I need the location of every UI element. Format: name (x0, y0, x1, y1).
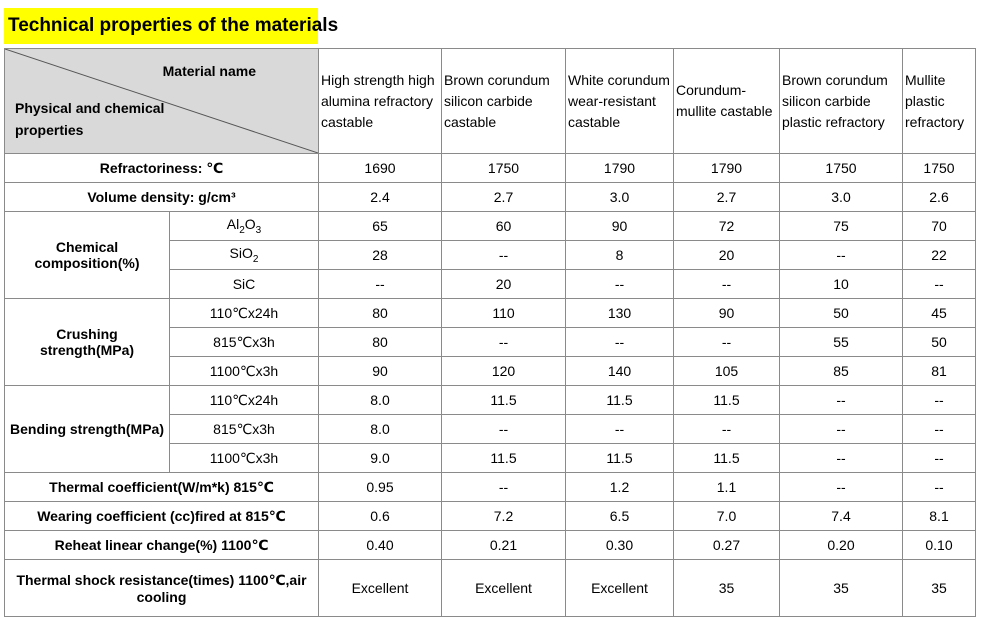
table-cell: -- (903, 473, 976, 502)
table-cell: 7.0 (674, 502, 780, 531)
column-header: Mullite plastic refractory (903, 49, 976, 154)
table-cell: 55 (780, 328, 903, 357)
row-label: Thermal coefficient(W/m*k) 815℃ (5, 473, 319, 502)
table-cell: 81 (903, 357, 976, 386)
table-cell: -- (674, 270, 780, 299)
row-label: Volume density: g/cm³ (5, 183, 319, 212)
table-cell: 11.5 (674, 386, 780, 415)
table-cell: 22 (903, 241, 976, 270)
table-row (5, 183, 976, 212)
row-label: Reheat linear change(%) 1100℃ (5, 531, 319, 560)
phys-chem-line1: Physical and chemical (15, 100, 165, 116)
table-cell: 80 (319, 328, 442, 357)
table-cell: 1.2 (566, 473, 674, 502)
row-label: Refractoriness: ℃ (5, 154, 319, 183)
table-cell: -- (442, 328, 566, 357)
shock-label-line2: cooling (136, 588, 187, 605)
sub-label: 1100℃x3h (170, 444, 319, 473)
table-cell: 7.2 (442, 502, 566, 531)
table-cell: 11.5 (674, 444, 780, 473)
row-label (5, 560, 319, 617)
table-cell: 2.7 (674, 183, 780, 212)
table-cell: 7.4 (780, 502, 903, 531)
row-group-label: Crushing strength(MPa) (5, 299, 170, 386)
table-cell: Excellent (566, 560, 674, 617)
table-cell: -- (674, 415, 780, 444)
table-cell: 0.40 (319, 531, 442, 560)
table-cell: 1690 (319, 154, 442, 183)
table-cell: Excellent (319, 560, 442, 617)
table-cell: 8.0 (319, 386, 442, 415)
sub-label-sio2: SiO$_2$ (170, 241, 319, 270)
table-cell: -- (780, 473, 903, 502)
table-cell: -- (780, 444, 903, 473)
table-cell: 50 (780, 299, 903, 328)
table-row (5, 560, 976, 617)
table-cell: 1750 (903, 154, 976, 183)
diagonal-header-cell (5, 49, 319, 154)
table-cell: 120 (442, 357, 566, 386)
sub-label: 110℃x24h (170, 299, 319, 328)
table-cell: 70 (903, 212, 976, 241)
table-cell: 1790 (566, 154, 674, 183)
column-header: Brown corundum silicon carbide plastic refractory (780, 49, 903, 154)
row-group-label: Bending strength(MPa) (5, 386, 170, 473)
shock-label-line1: Thermal shock resistance(times) 1100℃,air (16, 571, 307, 588)
table-cell: -- (903, 415, 976, 444)
table-cell: -- (442, 473, 566, 502)
table-row (5, 299, 976, 328)
column-header: Corundum-mullite castable (674, 49, 780, 154)
table-cell: 50 (903, 328, 976, 357)
table-cell: 20 (674, 241, 780, 270)
table-cell: 35 (674, 560, 780, 617)
table-cell: 1790 (674, 154, 780, 183)
table-cell: 8.1 (903, 502, 976, 531)
table-cell: 45 (903, 299, 976, 328)
table-cell: -- (319, 270, 442, 299)
table-cell: 3.0 (780, 183, 903, 212)
table-row (5, 154, 976, 183)
table-cell: -- (442, 241, 566, 270)
sub-label: SiC (170, 270, 319, 299)
column-header: Brown corundum silicon carbide castable (442, 49, 566, 154)
table-cell: -- (903, 270, 976, 299)
table-cell: 11.5 (442, 444, 566, 473)
table-cell: 75 (780, 212, 903, 241)
table-cell: -- (780, 415, 903, 444)
sub-label-al2o3: $Al_2O_3$ (170, 212, 319, 241)
sub-label: 815℃x3h (170, 328, 319, 357)
table-cell: -- (903, 386, 976, 415)
table-cell: -- (780, 386, 903, 415)
table-cell: -- (674, 328, 780, 357)
table-cell: Excellent (442, 560, 566, 617)
phys-chem-line2: properties (15, 122, 84, 138)
table-cell: 28 (319, 241, 442, 270)
column-header: High strength high alumina refractory castable (319, 49, 442, 154)
table-cell: 11.5 (566, 444, 674, 473)
chem-label-line1: Chemical (55, 239, 119, 255)
table-cell: 60 (442, 212, 566, 241)
column-header: White corundum wear-resistant castable (566, 49, 674, 154)
table-cell: 0.10 (903, 531, 976, 560)
table-cell: -- (442, 415, 566, 444)
table-cell: 140 (566, 357, 674, 386)
table-cell: -- (566, 270, 674, 299)
table-cell: -- (780, 241, 903, 270)
table-cell: 9.0 (319, 444, 442, 473)
row-group-label (5, 212, 170, 299)
table-cell: 105 (674, 357, 780, 386)
sub-label: 815℃x3h (170, 415, 319, 444)
table-cell: 8 (566, 241, 674, 270)
table-cell: 6.5 (566, 502, 674, 531)
table-cell: 85 (780, 357, 903, 386)
properties-table (4, 48, 976, 617)
table-cell: 130 (566, 299, 674, 328)
table-cell: 2.4 (319, 183, 442, 212)
table-row (5, 386, 976, 415)
table-cell: 35 (903, 560, 976, 617)
table-cell: 110 (442, 299, 566, 328)
table-cell: -- (566, 328, 674, 357)
table-cell: 90 (319, 357, 442, 386)
phys-chem-label (15, 97, 164, 141)
table-cell: 2.7 (442, 183, 566, 212)
table-row (5, 212, 976, 241)
table-cell: 10 (780, 270, 903, 299)
table-cell: 11.5 (566, 386, 674, 415)
table-cell: 65 (319, 212, 442, 241)
material-name-label: Material name (162, 63, 256, 79)
table-cell: 35 (780, 560, 903, 617)
table-cell: 0.21 (442, 531, 566, 560)
table-cell: -- (903, 444, 976, 473)
table-cell: 8.0 (319, 415, 442, 444)
row-label: Wearing coefficient (cc)fired at 815℃ (5, 502, 319, 531)
table-cell: 72 (674, 212, 780, 241)
table-cell: 20 (442, 270, 566, 299)
table-cell: 3.0 (566, 183, 674, 212)
page-title: Technical properties of the materials (4, 8, 318, 44)
table-cell: 90 (674, 299, 780, 328)
table-cell: 1750 (780, 154, 903, 183)
table-row (5, 502, 976, 531)
table-cell: 1.1 (674, 473, 780, 502)
table-cell: 0.20 (780, 531, 903, 560)
table-cell: 0.95 (319, 473, 442, 502)
header-row (5, 49, 976, 154)
table-cell: 80 (319, 299, 442, 328)
table-cell: 11.5 (442, 386, 566, 415)
table-row (5, 531, 976, 560)
chem-label-line2: composition(%) (34, 255, 140, 271)
table-cell: 0.30 (566, 531, 674, 560)
table-cell: 2.6 (903, 183, 976, 212)
table-cell: 1750 (442, 154, 566, 183)
table-row (5, 473, 976, 502)
sub-label: 1100℃x3h (170, 357, 319, 386)
table-cell: 90 (566, 212, 674, 241)
table-cell: 0.27 (674, 531, 780, 560)
table-cell: 0.6 (319, 502, 442, 531)
sub-label: 110℃x24h (170, 386, 319, 415)
table-cell: -- (566, 415, 674, 444)
